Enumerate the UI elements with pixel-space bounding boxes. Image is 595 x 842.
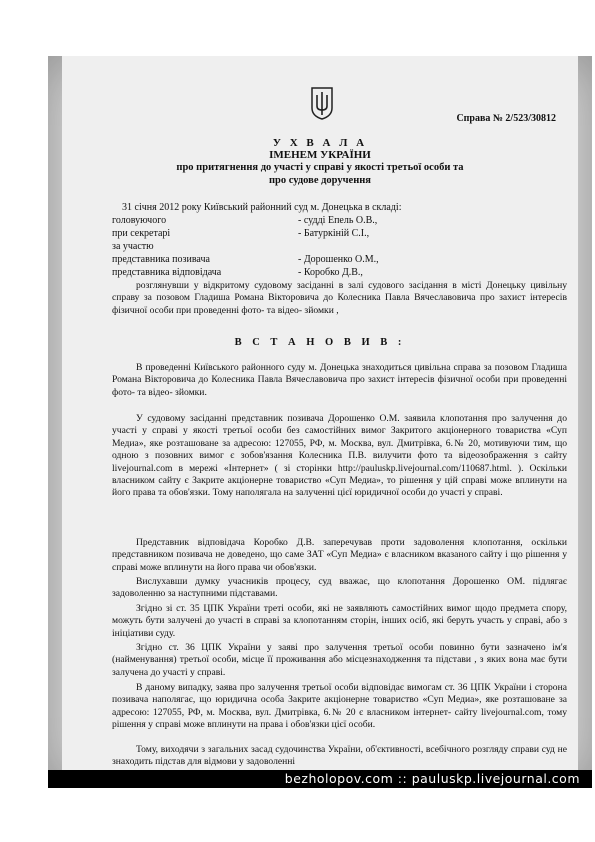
intro-paragraph: розглянувши у відкритому судовому засіданні в залі судового засідання в місті Донецьку цивільну справу за позовом Гладиша Романа Вікторовича до Колесника Павла Вячеславовича про захист інтересів фізичної особи при проведенні фото- та відео- зйомки , bbox=[112, 280, 567, 316]
established-heading: В С Т А Н О В И В : bbox=[234, 337, 406, 348]
participation-label: за участю bbox=[112, 241, 154, 252]
paragraph-1: В проведенні Київського районного суду м. Донецька знаходиться цивільна справа за позовом Гладиша Романа Вікторовича до Колесника Павла Вячеславовича про захист інтересів фізичної особи при проведенні фото- та відео- зйомки. bbox=[112, 362, 567, 398]
watermark-footer bbox=[48, 770, 592, 788]
document-photo bbox=[48, 56, 592, 787]
secretary-label: при секретарі bbox=[112, 228, 171, 239]
paragraph-5: Згідно зі ст. 35 ЦПК України треті особи, які не заявляють самостійних вимог щодо предмета спору, можуть бути залучені до участі в справі за клопотанням сторін, інших осіб, які беруть участь у справі, або з ініціативи суду. bbox=[112, 603, 567, 639]
plaintiff-rep-label: представника позивача bbox=[112, 254, 210, 265]
presiding-value: - судді Епель О.В., bbox=[298, 215, 378, 226]
defendant-rep-label: представника відповідача bbox=[112, 267, 222, 278]
paragraph-7: В даному випадку, заява про залучення третьої особи відповідає вимогам ст. 36 ЦПК України і сторона позивача наполягає, що юридична особа Закрите акціонерне товариство «Суп Медиа», яке розташоване за адресою: 127055, РФ, м. Москва, вул. Дмитрівка, 6.№ 20 є власником інтернет- сайту livejournal.com, тому рішення у справі може вплинути на права і обов'язки цієї особи. bbox=[112, 682, 567, 731]
trident-emblem-icon bbox=[310, 86, 334, 120]
title-in-name-of-ukraine: ІМЕНЕМ УКРАЇНИ bbox=[269, 149, 371, 161]
defendant-rep-value: - Коробко Д.В., bbox=[298, 267, 363, 278]
secretary-value: - Батуркіній С.І., bbox=[298, 228, 370, 239]
court-ruling-page bbox=[62, 56, 578, 787]
paragraph-3: Представник відповідача Коробко Д.В. заперечував проти задоволення клопотання, оскільки представником позивача не доведено, що саме ЗАТ «Суп Медиа» є власником вказаного сайту і що рішення у справі може вплинути на його права чи обов'язки. bbox=[112, 537, 567, 573]
subtitle-line-2: про судове доручення bbox=[268, 175, 371, 186]
watermark-text: bezholopov.com :: pauluskp.livejournal.com bbox=[284, 771, 580, 786]
paragraph-6: Згідно ст. 36 ЦПК України у заяві про залучення третьої особи повинно бути зазначено ім'я (найменування) третьої особи, місце її проживання або місцезнаходження та підстави , з яких вона має бути залучена до участі у справі. bbox=[112, 642, 567, 678]
presiding-label: головуючого bbox=[112, 215, 167, 226]
paragraph-2: У судовому засіданні представник позивача Дорошенко О.М. заявила клопотання про залучення до участі у справі у якості третьої особи без самостійних вимог Закритого акціонерного товариства «Суп Медиа», яке розташоване за адресою: 127055, РФ, м. Москва, вул. Дмитрівка, 6.№ 20, мотивуючи тим, що одною з позовних вимог є зобов'язання Колесника П.В. вилучити фото та відеозображення з сайту livejournal.com в мережі «Інтернет» ( зі сторінки http://pauluskp.livejournal.com/110687.html. ). Оскільки власником сайту є Закрите акціонерне товариство «Суп Медиа», то рішення у цій справі може вплинути на його права та обов'язки. Тому наполягала на залученні цієї юридичної особи до участі у справі. bbox=[112, 413, 567, 499]
case-number: Справа № 2/523/30812 bbox=[456, 113, 556, 124]
subtitle-line-1: про притягнення до участі у справі у якості третьої особи та bbox=[176, 162, 464, 173]
plaintiff-rep-value: - Дорошенко О.М., bbox=[298, 254, 379, 265]
paragraph-8: Тому, виходячи з загальних засад судочинства України, об'єктивності, всебічного розгляду справи суд не знаходить підстав для відмови у задоволенні bbox=[112, 744, 567, 768]
date-line: 31 січня 2012 року Київський районний суд м. Донецька в складі: bbox=[122, 202, 402, 213]
paragraph-4: Вислухавши думку учасників процесу, суд вважає, що клопотання Дорошенко ОМ. підлягає задоволенню за наступними підставами. bbox=[112, 576, 567, 600]
title-ukhvala: У Х В А Л А bbox=[272, 137, 368, 149]
